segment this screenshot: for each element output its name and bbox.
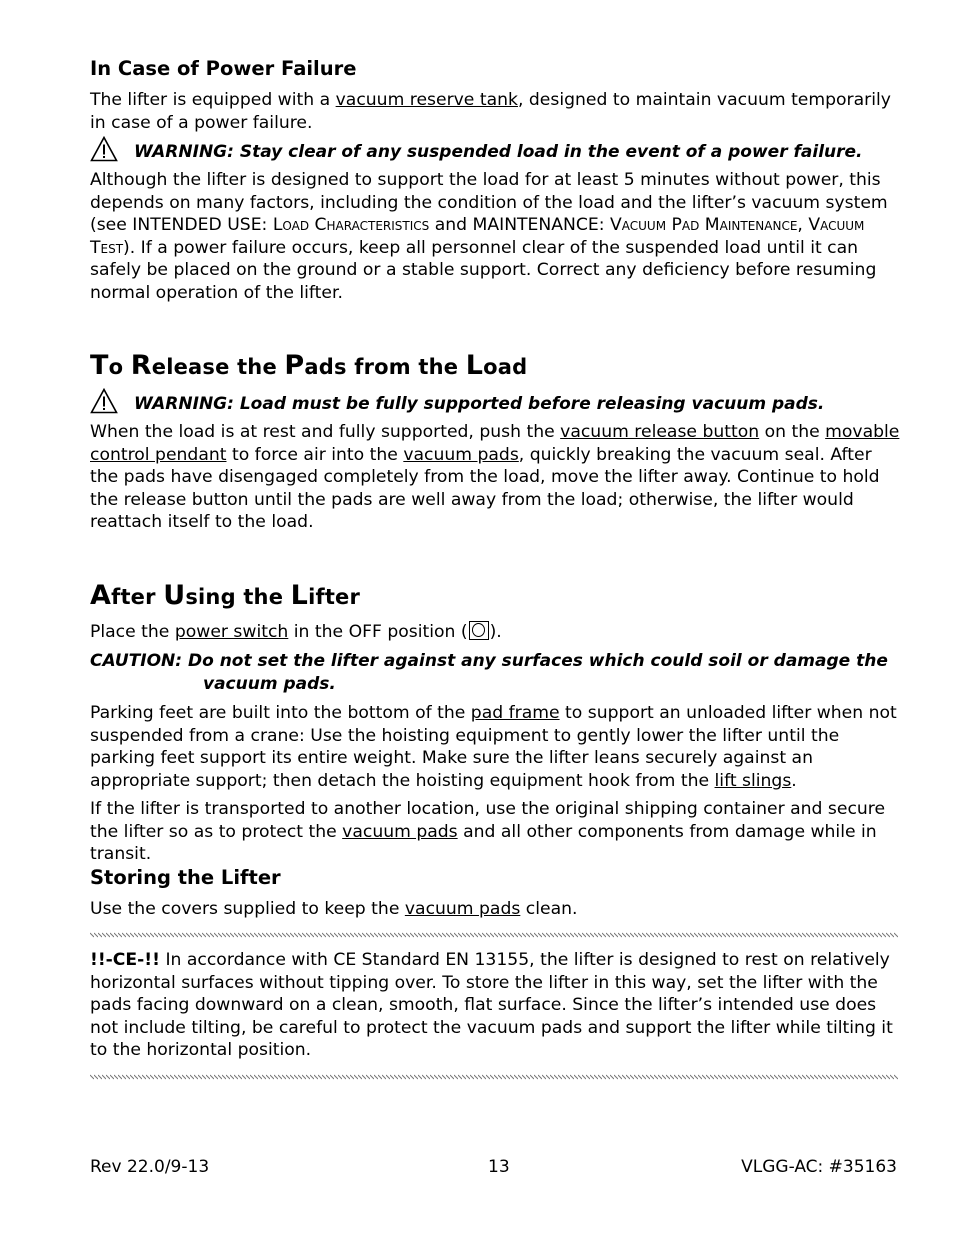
parking-feet-body [90, 702, 900, 792]
vacuum-pads-link: vacuum pads [342, 821, 458, 842]
text-run: , quickly breaking the vacuum seal. After the pads have disengaged completely from the load, move the lifter away. Continue to hold the release button until the pads are well away from the load; otherwise, the lifter would reattach itself to the load. [90, 444, 880, 533]
text-run: to force air into the [226, 444, 404, 465]
text-run: and all other components from damage while in transit. [90, 821, 877, 865]
caution-note [90, 650, 900, 696]
caution-line-1: CAUTION: Do not set the lifter against any surfaces which could soil or damage the [90, 651, 888, 671]
heading-cap: U [163, 580, 186, 611]
text-run: on the [759, 422, 826, 442]
text-run: , designed to maintain vacuum temporarily in case of a power failure. [90, 90, 891, 133]
text-run: . [791, 770, 797, 791]
text-run: The lifter is equipped with a [90, 90, 336, 110]
transport-body [90, 798, 900, 866]
heading-sc: ifter [308, 585, 361, 609]
ce-text: In accordance with CE Standard EN 13155, the lifter is designed to rest on relatively horizontal surfaces without tipping over. To store the lifter in this way, set the lifter with the pads facing downward on a clean, smooth, flat surface. Since the lifter’s intended use does not include tilting, be careful to protect the vacuum pads and support the lifter while tilting it to the horizontal position. [90, 950, 893, 1061]
caution-line-2: vacuum pads. [203, 674, 336, 694]
vacuum-pad-maintenance-ref: Vacuum Pad Maintenance [610, 215, 798, 236]
power-switch-instruction [90, 621, 900, 644]
movable-control-pendant-link: movable control pendant [90, 422, 900, 465]
heading-sc: ads from the [304, 355, 466, 379]
text-run: ). If a power failure occurs, keep all personnel clear of the suspended load until it can safely be placed on the ground or a stable support. Correct any deficiency before resuming normal operation of the lifter. [90, 237, 877, 303]
storing-body [90, 898, 900, 921]
load-characteristics-ref: Load Characteristics [272, 215, 430, 236]
warning-triangle-icon [90, 388, 118, 414]
power-off-symbol-icon [469, 621, 489, 640]
power-failure-intro [90, 89, 900, 134]
power-switch-link: power switch [174, 622, 289, 642]
footer-revision: Rev 22.0/9-13 [90, 1157, 210, 1177]
release-body [90, 421, 900, 534]
text-run: clean. [520, 899, 578, 919]
ce-bottom-divider [90, 1074, 898, 1080]
after-using-heading [90, 580, 360, 611]
text-run: Use the covers supplied to keep the [90, 899, 405, 919]
pad-frame-link: pad frame [470, 703, 560, 723]
warning-triangle-icon [90, 136, 118, 162]
text-run: and MAINTENANCE: [429, 215, 611, 236]
heading-cap: T [90, 350, 109, 381]
warning-text: WARNING: Stay clear of any suspended load in the event of a power failure. [134, 142, 863, 162]
heading-sc: fter [111, 585, 164, 609]
vacuum-release-button-link: vacuum release button [560, 422, 760, 442]
heading-sc: oad [483, 355, 528, 379]
text-run: , [797, 215, 809, 236]
power-failure-body [90, 169, 900, 305]
vacuum-pads-link: vacuum pads [404, 899, 521, 919]
heading-cap: R [130, 350, 152, 381]
text-run: When the load is at rest and fully supported, push the [90, 422, 561, 442]
text-run: Parking feet are built into the bottom of the [90, 703, 471, 723]
power-failure-heading: In Case of Power Failure [90, 57, 357, 80]
storing-heading: Storing the Lifter [90, 866, 281, 889]
heading-cap: A [90, 580, 112, 611]
heading-sc: o [108, 355, 131, 379]
ce-top-divider [90, 932, 898, 938]
heading-cap: L [290, 580, 309, 611]
text-run: ). [489, 622, 502, 642]
ce-note [90, 949, 900, 1062]
release-pads-heading [90, 350, 527, 381]
heading-sc: sing the [185, 585, 291, 609]
text-run: If the lifter is transported to another location, use the original shipping container and secure the lifter so as to protect the [90, 799, 886, 842]
heading-cap: P [284, 350, 305, 381]
footer-page-number: 13 [488, 1157, 510, 1177]
vacuum-pads-link: vacuum pads [403, 444, 519, 465]
text-run: to support an unloaded lifter when not suspended from a crane: Use the hoisting equipment to gently lower the lifter until the parking feet support its entire weight. Make sure the lifter leans securely against an appropriate support; then detach the hoisting equipment hook from the [90, 703, 897, 791]
footer-document-id: VLGG-AC: #35163 [741, 1157, 897, 1177]
warning-text: WARNING: Load must be fully supported before releasing vacuum pads. [134, 394, 825, 414]
heading-cap: L [465, 350, 484, 381]
vacuum-reserve-tank-link: vacuum reserve tank [335, 90, 518, 110]
lift-slings-link: lift slings [714, 770, 792, 791]
text-run: Although the lifter is designed to support the load for at least 5 minutes without power, this depends on many factors, including the condition of the load and the lifter’s vacuum system (see INTENDED USE: [90, 170, 888, 236]
text-run: Place the [90, 622, 175, 642]
heading-sc: elease the [151, 355, 285, 379]
ce-tag: !!-CE-!! [90, 950, 160, 970]
text-run: in the OFF position ( [288, 622, 468, 642]
vacuum-test-ref: Vacuum Test [90, 215, 865, 258]
